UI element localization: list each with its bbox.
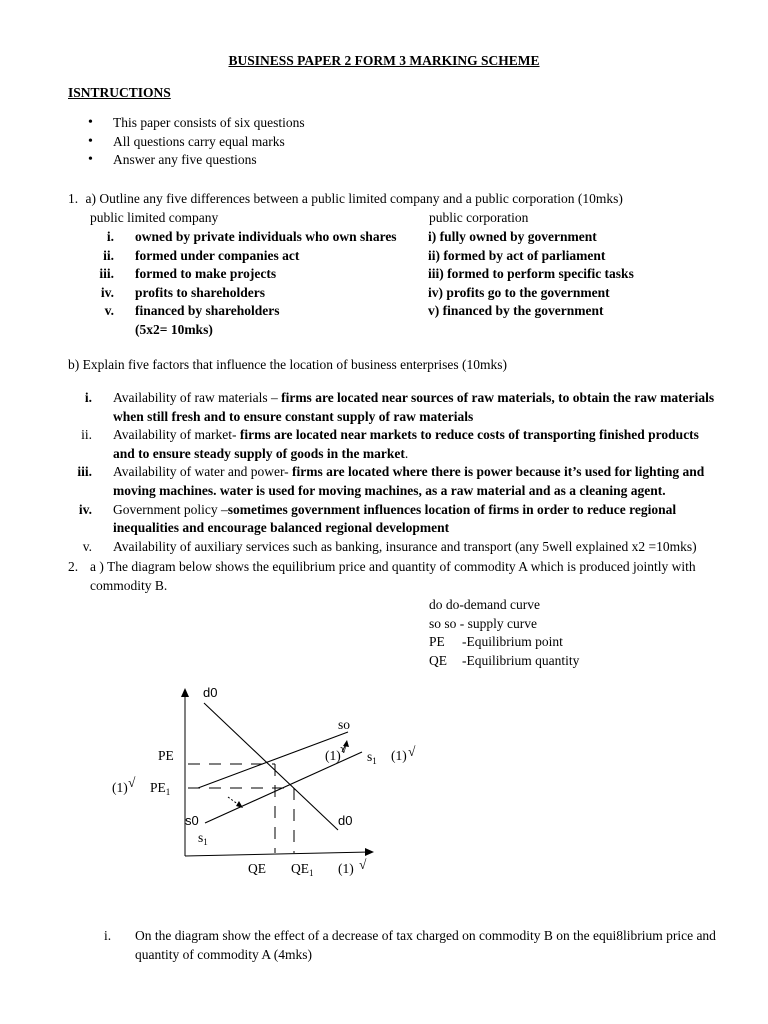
plc-cell: formed to make projects [135,266,277,282]
factor-lead: Government policy – [113,501,228,517]
s1-bottom-sub: 1 [203,837,208,847]
factors-list [68,389,718,556]
s0-bottom-label: s0 [185,813,199,828]
plc-cell: financed by shareholders [135,303,280,319]
legend-item [429,615,579,634]
factor-detail: firms are located near sources of raw materials, to obtain the raw materials when still fresh and to ensure constant supply of raw materials [113,390,715,424]
factor-detail: firms are located near markets to reduce costs of transporting finished products and to ensure steady supply of goods in the market [113,427,699,461]
factor-lead: Availability of raw materials – [113,390,282,405]
mark-label: (1) [391,748,407,763]
pe1-label [150,780,170,797]
pe1-main: PE [150,780,166,795]
legend-text: -Equilibrium point [462,634,563,650]
instruction-item: • Answer any five questions [88,151,305,170]
x-axis [185,852,370,856]
y-axis-arrow-icon [181,688,189,697]
mark-label: (1) [112,780,128,795]
factor-detail: sometimes government influences location of firms in order to reduce regional inequalities and encourage balanced regional development [113,501,677,536]
factor-number: ii. [81,427,92,443]
list-item [68,426,718,463]
question-number: 1. [68,191,79,206]
s1-label-sub: 1 [372,756,377,766]
column-header-pc: public corporation [429,210,529,225]
factor-number: v. [82,538,92,554]
tick-icon: √ [359,857,367,872]
factor-number: iii. [77,464,92,480]
list-item [68,463,718,500]
supply-demand-diagram [0,670,768,930]
pc-cell: iv) profits go to the government [428,284,610,300]
instruction-item: • All questions carry equal marks [88,133,305,152]
factor-lead: Availability of market- [113,427,240,443]
instructions-heading: ISNTRUCTIONS [68,85,171,100]
subquestion-text: On the diagram show the effect of a decrease of tax charged on commodity B on the equi8librium price and quantity of commodity A (4mks) [135,928,716,962]
row-number: iv. [100,284,114,300]
row-number: iii. [99,266,114,282]
legend-text: do do-demand curve [429,597,540,612]
legend-item [429,652,579,671]
d0-top-label: d0 [203,685,218,700]
diagram-legend [429,596,579,670]
s1-bottom-label [198,830,208,847]
qe1-label [291,861,314,878]
list-item [68,501,718,538]
qe1-sub: 1 [309,868,314,878]
legend-key: QE [429,652,447,668]
row-number: v. [104,303,114,319]
pc-cell: ii) formed by act of parliament [428,247,606,263]
tick-icon: √ [408,744,416,759]
question-text: a) Outline any five differences between a public limited company and a public corporation (10mks) [85,191,623,206]
tick-icon: √ [340,741,348,756]
pe1-sub: 1 [165,787,171,797]
mark-label: (1) [338,861,354,876]
row-number: i. [106,229,114,244]
pc-cell: iii) formed to perform specific tasks [428,266,634,282]
d0-bottom-label: d0 [338,813,353,828]
pc-cell: v) financed by the government [428,303,604,319]
page-title: BUSINESS PAPER 2 FORM 3 MARKING SCHEME [228,53,540,68]
factor-number: i. [84,390,92,405]
instructions-list [88,114,305,170]
question-number: 2. [68,559,79,574]
plc-cell: formed under companies act [135,247,300,263]
plc-cell: profits to shareholders [135,284,266,300]
x-axis-arrow-icon [365,848,374,856]
mark-label: (1) [325,748,341,763]
factor-tail: . [404,445,409,461]
s1-label-main: s [367,749,373,764]
qe1-main: QE [291,861,309,876]
factor-lead: Availability of auxiliary services such as banking, insurance and transport (any 5well explained x2 =10mks) [113,538,697,554]
row-number: ii. [103,247,114,263]
factor-lead: Availability of water and power- [113,464,293,480]
demand-curve-d0 [204,703,338,830]
pe-label: PE [158,748,174,763]
factor-number: iv. [78,501,92,517]
legend-key: PE [429,634,445,650]
pc-cell: i) fully owned by government [428,229,597,244]
list-item [68,389,718,426]
column-header-plc: public limited company [90,210,219,225]
s1-bottom-main: s [198,830,204,845]
shift-arrow-head-icon [236,801,243,808]
legend-text: so so - supply curve [429,615,537,631]
tick-icon: √ [128,775,136,790]
legend-item [429,596,579,615]
question-text: a ) The diagram below shows the equilibrium price and quantity of commodity A which is produced jointly with commodity B. [90,559,696,593]
qe-label: QE [248,861,266,876]
legend-text: -Equilibrium quantity [462,652,580,668]
list-item [68,538,718,557]
so-top-label: so [338,717,351,732]
factor-detail: firms are located where there is power because it’s used for lighting and moving machines. water is used for moving machines, as a raw material and as a cleaning agent. [113,464,705,498]
instruction-item: • This paper consists of six questions [88,114,305,133]
question-1b: b) Explain five factors that influence the location of business enterprises (10mks) [68,357,507,372]
marks-note: (5x2= 10mks) [135,322,213,337]
plc-cell: owned by private individuals who own shares [135,229,397,244]
question-1a [68,190,623,209]
s1-label [367,749,377,766]
legend-item [429,633,579,652]
subquestion-number: i. [104,928,112,943]
